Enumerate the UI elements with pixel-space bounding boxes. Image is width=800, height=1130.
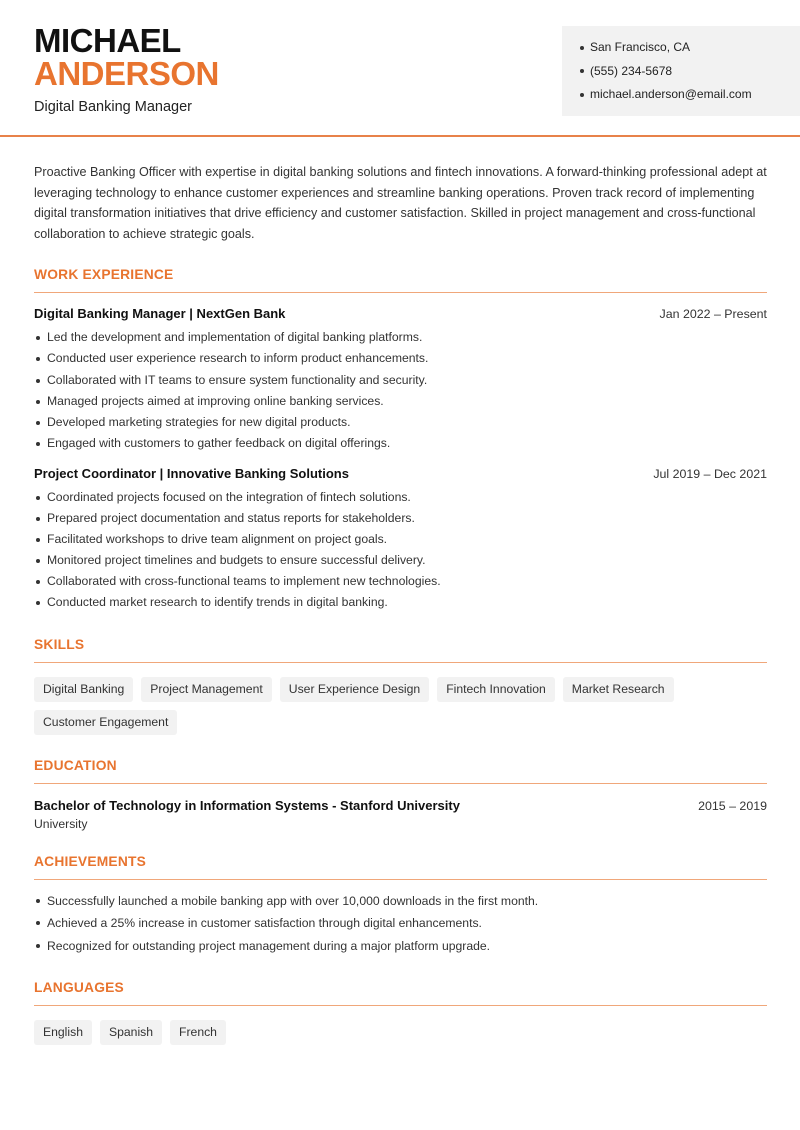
list-item: Conducted market research to identify trends in digital banking. [34,592,767,613]
job-dates: Jan 2022 – Present [659,307,767,322]
list-item: Collaborated with IT teams to ensure system functionality and security. [34,370,767,391]
list-item: Prepared project documentation and status reports for stakeholders. [34,508,767,529]
job-title: Digital Banking Manager [34,99,192,115]
job-role: Digital Banking Manager | NextGen Bank [34,306,286,322]
last-name: ANDERSON [34,55,219,92]
job-bullets [34,487,767,614]
education-heading: EDUCATION [34,758,767,784]
education-entry [34,798,767,831]
skills-list [34,677,767,735]
contact-box [562,26,800,116]
list-item: Engaged with customers to gather feedback on digital offerings. [34,433,767,454]
work-experience-heading: WORK EXPERIENCE [34,267,767,293]
skill-tag: Customer Engagement [34,710,177,735]
list-item: Conducted user experience research to inform product enhancements. [34,348,767,369]
job-entry [34,306,767,454]
skill-tag: Fintech Innovation [437,677,555,702]
degree: Bachelor of Technology in Information Systems - Stanford University [34,797,460,813]
list-item: Collaborated with cross-functional teams to implement new technologies. [34,571,767,592]
skill-tag: Market Research [563,677,674,702]
job-dates: Jul 2019 – Dec 2021 [653,466,767,481]
list-item: Led the development and implementation of digital banking platforms. [34,327,767,348]
skill-tag: Digital Banking [34,677,133,702]
list-item: Recognized for outstanding project management during a major platform upgrade. [34,935,767,958]
job-bullets [34,327,767,454]
achievements-list [34,890,767,958]
contact-phone: (555) 234-5678 [580,60,800,84]
summary-text: Proactive Banking Officer with expertise in digital banking solutions and fintech innovations. A forward-thinking professional adept at leveraging technology to enhance customer experiences and streamline banking operations. Proven track record of implementing digital transformation initiatives that drive efficiency and customer satisfaction. Skilled in project management and cross-functional collaboration to achieve strategic goals. [34,165,767,241]
list-item: Developed marketing strategies for new digital products. [34,412,767,433]
languages-list [34,1020,767,1045]
resume-header [0,0,800,137]
list-item: Facilitated workshops to drive team alignment on project goals. [34,529,767,550]
contact-location: San Francisco, CA [580,36,800,60]
education-years: 2015 – 2019 [698,798,767,813]
bullet-icon [580,46,584,50]
institution-type: University [34,816,88,831]
skill-tag: Project Management [141,677,271,702]
bullet-icon [580,93,584,97]
bullet-icon [580,69,584,73]
list-item: Coordinated projects focused on the integration of fintech solutions. [34,487,767,508]
skills-heading: SKILLS [34,637,767,663]
first-name: MICHAEL [34,22,181,59]
skill-tag: User Experience Design [280,677,429,702]
job-entry [34,466,767,614]
list-item: Monitored project timelines and budgets to ensure successful delivery. [34,550,767,571]
language-tag: French [170,1020,226,1045]
list-item: Successfully launched a mobile banking app with over 10,000 downloads in the first month. [34,890,767,913]
language-tag: Spanish [100,1020,162,1045]
list-item: Managed projects aimed at improving online banking services. [34,391,767,412]
list-item: Achieved a 25% increase in customer satisfaction through digital enhancements. [34,912,767,935]
job-role: Project Coordinator | Innovative Banking Solutions [34,465,349,481]
languages-heading: LANGUAGES [34,980,767,1006]
achievements-heading: ACHIEVEMENTS [34,854,767,880]
resume-body [34,162,767,1045]
contact-email[interactable]: michael.anderson@email.com [580,83,800,107]
language-tag: English [34,1020,92,1045]
